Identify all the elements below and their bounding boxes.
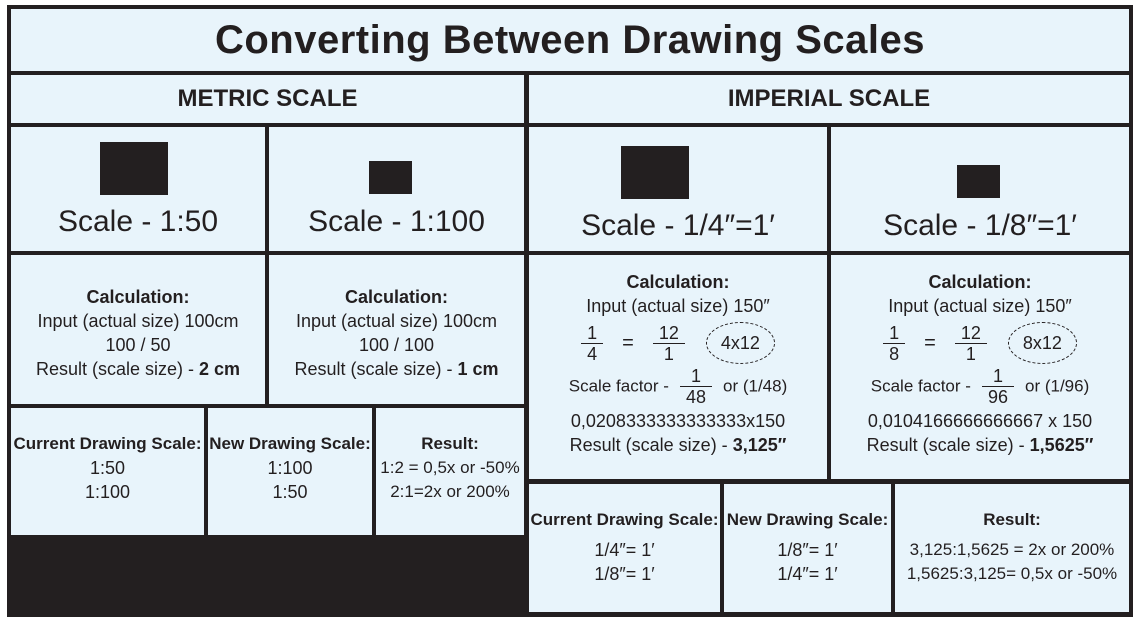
metric-scale-1-100-cell <box>269 127 524 251</box>
result-value: 1 cm <box>457 359 499 379</box>
calculation-heading: Calculation: <box>928 272 1032 292</box>
imperial-new-scale <box>724 484 891 612</box>
scale-factor-fraction: $\frac{1}{48}$ <box>680 366 712 407</box>
scale-sample-rectangle <box>100 142 168 195</box>
calculation-input: Input (actual size) 100cm <box>295 311 498 331</box>
current-scale-heading: Current Drawing Scale: <box>13 434 202 453</box>
fraction: $\frac{12}{1}$ <box>653 323 685 364</box>
calculation-result: Result (scale size) - 1 cm <box>294 359 499 379</box>
imperial-result <box>895 484 1129 612</box>
scale-factor-line <box>831 366 1129 407</box>
current-scale-line: 1/4″= 1′ <box>594 540 655 560</box>
metric-calculation-1-50 <box>11 255 265 404</box>
calculation-product: 0,0208333333333333x150 <box>570 411 786 431</box>
scale-label: Scale - 1/8″=1′ <box>883 209 1077 242</box>
new-scale-line: 1/8″= 1′ <box>777 540 838 560</box>
scale-sample-rectangle <box>621 146 689 199</box>
scale-factor-fraction: $\frac{1}{96}$ <box>982 366 1014 407</box>
result-value: 3,125″ <box>732 435 787 455</box>
result-heading: Result: <box>983 510 1041 529</box>
result-line: 1,5625:3,125= 0,5x or -50% <box>906 564 1118 583</box>
scale-factor-alternative: or (1/48) <box>722 376 788 396</box>
metric-scale-1-50-cell <box>11 127 265 251</box>
current-scale-line: 1/8″= 1′ <box>594 564 655 584</box>
result-line: 2:1=2x or 200% <box>390 482 510 501</box>
equals-sign: = <box>622 332 634 354</box>
new-scale-line: 1:50 <box>272 482 308 502</box>
imperial-calculation-quarter <box>529 255 827 479</box>
scale-sample-rectangle <box>369 161 412 194</box>
scale-factor-line <box>529 366 827 407</box>
metric-calculation-1-100 <box>269 255 524 404</box>
metric-current-scale <box>11 408 204 535</box>
new-scale-heading: New Drawing Scale: <box>726 510 889 529</box>
scale-label: Scale - 1:100 <box>308 205 485 238</box>
calculation-result: Result (scale size) - 2 cm <box>35 359 241 379</box>
calculation-input: Input (actual size) 150″ <box>586 296 770 316</box>
fraction: $\frac{1}{8}$ <box>883 323 905 364</box>
scale-sample-rectangle <box>957 165 1000 198</box>
scale-factor-label: Scale factor - <box>870 376 971 396</box>
imperial-scale-eighth-cell <box>831 127 1129 251</box>
metric-result <box>376 408 524 535</box>
calculation-division: 100 / 100 <box>358 335 435 355</box>
calculation-result: Result (scale size) - 3,125″ <box>569 435 787 455</box>
scale-label: Scale - 1:50 <box>57 205 219 238</box>
result-value: 1,5625″ <box>1029 435 1094 455</box>
new-scale-line: 1:100 <box>267 458 313 478</box>
calculation-input: Input (actual size) 150″ <box>888 296 1072 316</box>
calculation-input: Input (actual size) 100cm <box>37 311 239 331</box>
fraction-equation <box>529 322 827 364</box>
calculation-division: 100 / 50 <box>105 335 171 355</box>
current-scale-line: 1:100 <box>84 482 131 502</box>
calculation-heading: Calculation: <box>86 287 190 307</box>
result-line: 3,125:1,5625 = 2x or 200% <box>909 540 1115 559</box>
imperial-scale-header: IMPERIAL SCALE <box>529 75 1129 123</box>
circled-multiplication: 4x12 <box>706 322 775 364</box>
equals-sign: = <box>924 332 936 354</box>
imperial-current-scale <box>529 484 720 612</box>
current-scale-heading: Current Drawing Scale: <box>530 510 719 529</box>
scale-factor-label: Scale factor - <box>568 376 669 396</box>
current-scale-line: 1:50 <box>89 458 126 478</box>
calculation-heading: Calculation: <box>344 287 448 307</box>
calculation-product: 0,0104166666666667 x 150 <box>867 411 1093 431</box>
circled-multiplication: 8x12 <box>1008 322 1077 364</box>
result-value: 2 cm <box>199 359 241 379</box>
imperial-calculation-eighth <box>831 255 1129 479</box>
imperial-scale-quarter-cell <box>529 127 827 251</box>
fraction: $\frac{12}{1}$ <box>955 323 987 364</box>
metric-new-scale <box>208 408 372 535</box>
result-line: 1:2 = 0,5x or -50% <box>380 458 520 477</box>
result-heading: Result: <box>421 434 479 453</box>
page-title: Converting Between Drawing Scales <box>11 9 1129 71</box>
calculation-heading: Calculation: <box>626 272 730 292</box>
calculation-result: Result (scale size) - 1,5625″ <box>866 435 1094 455</box>
scale-label: Scale - 1/4″=1′ <box>581 209 775 242</box>
fraction: $\frac{1}{4}$ <box>581 323 603 364</box>
metric-scale-header: METRIC SCALE <box>11 75 524 123</box>
fraction-equation <box>831 322 1129 364</box>
new-scale-line: 1/4″= 1′ <box>777 564 838 584</box>
scale-factor-alternative: or (1/96) <box>1024 376 1090 396</box>
new-scale-heading: New Drawing Scale: <box>209 434 371 453</box>
